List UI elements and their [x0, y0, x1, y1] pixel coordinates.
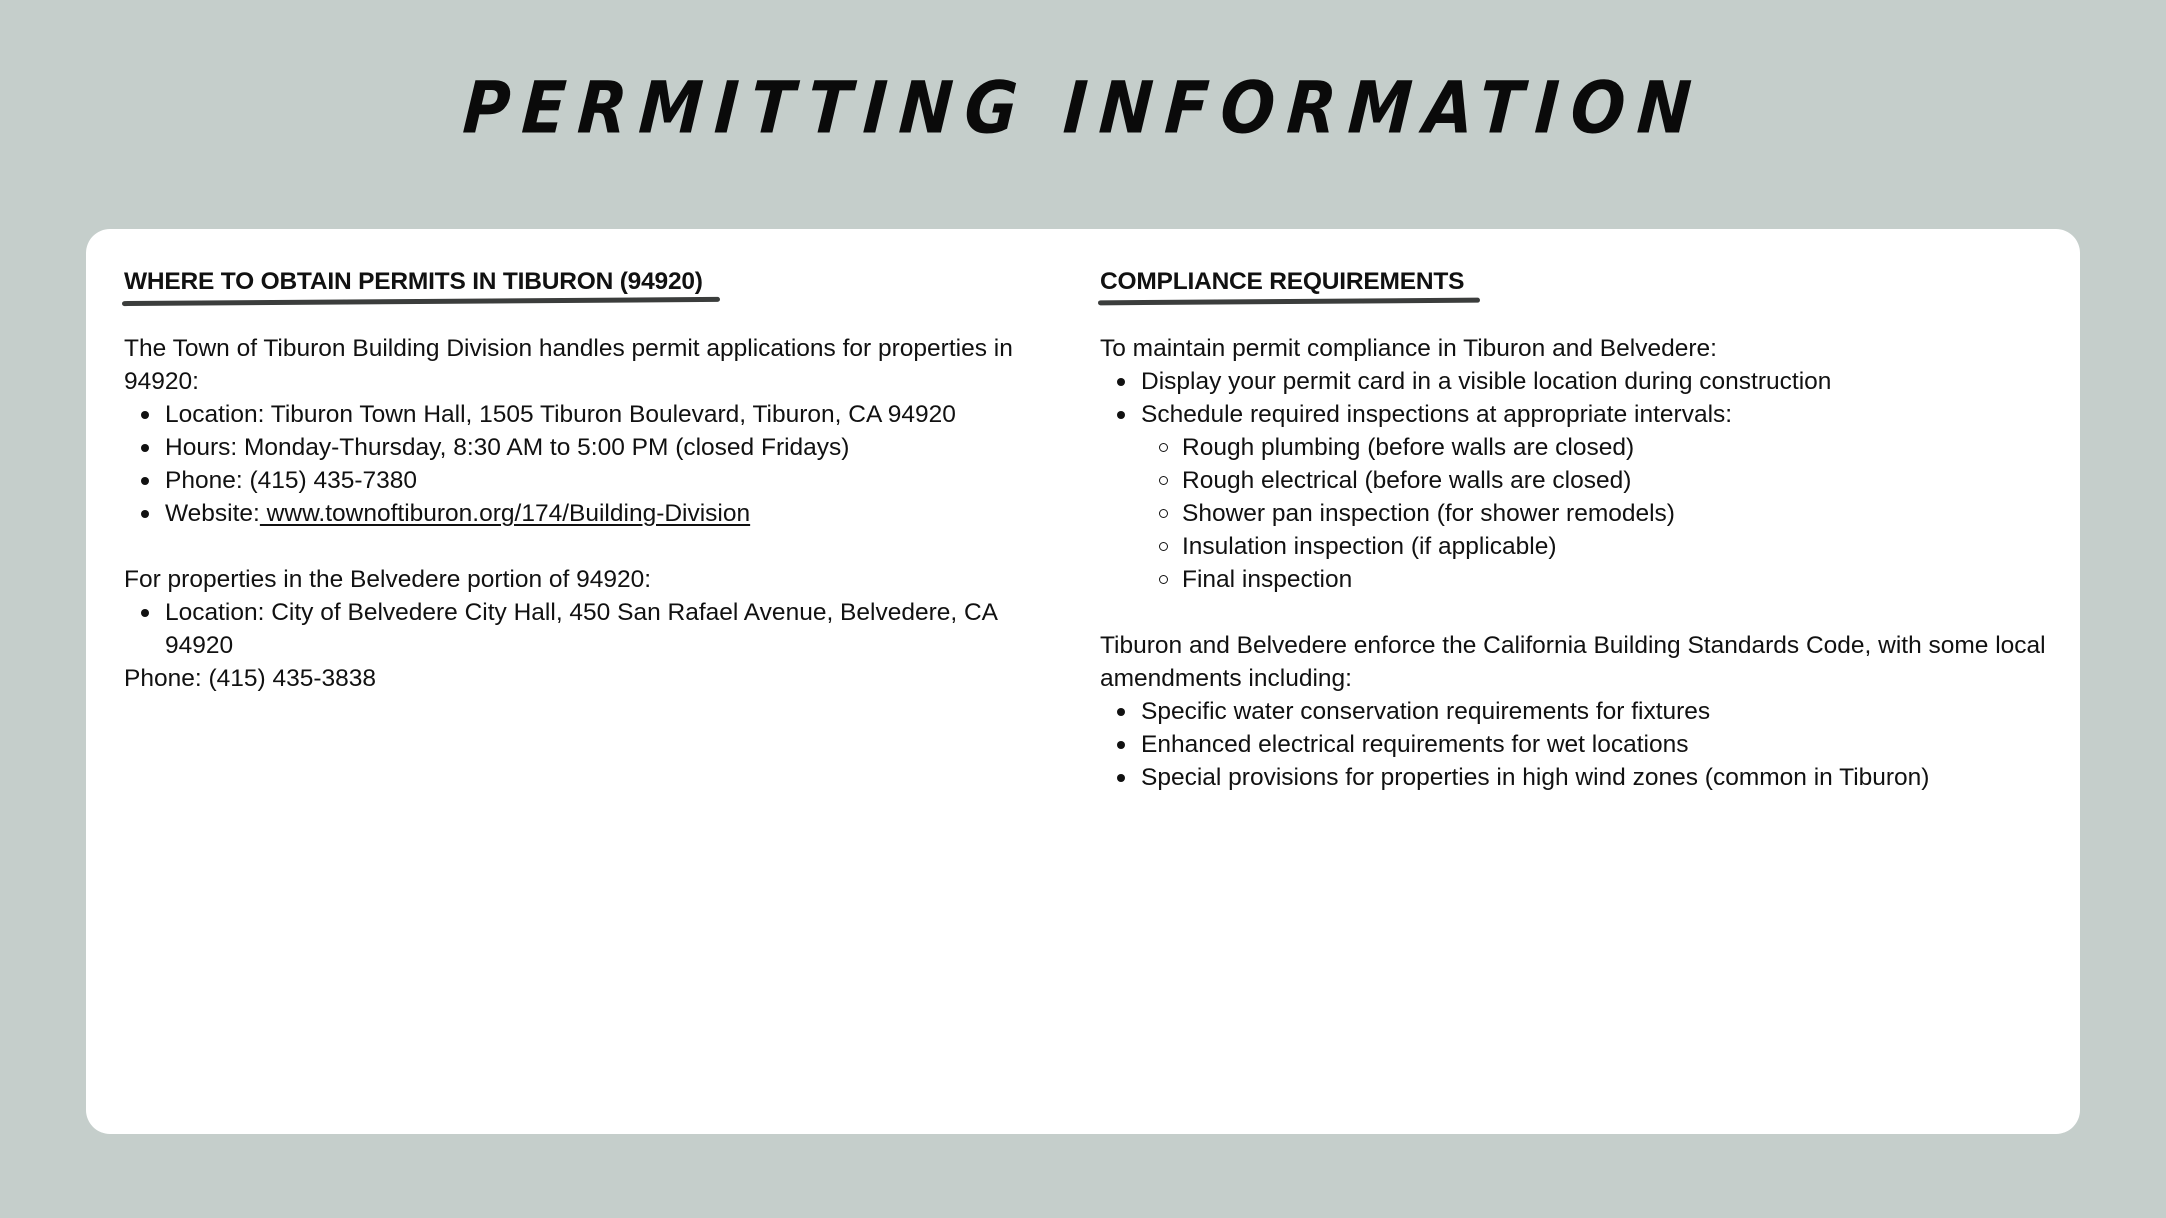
tiburon-intro: The Town of Tiburon Building Division handles permit applications for properties in 94920: [124, 335, 1013, 395]
inspection-item: Rough electrical (before walls are closed) [1100, 464, 2050, 497]
website-label: Website: [165, 500, 260, 527]
belvedere-location: Location: City of Belvedere City Hall, 450 San Rafael Avenue, Belvedere, CA 94920 [124, 596, 1024, 662]
belvedere-phone: Phone: (415) 435-3838 [124, 665, 376, 692]
amendments-list [1100, 695, 2050, 794]
compliance-item-schedule [1100, 398, 2050, 431]
amendment-item: Special provisions for properties in high wind zones (common in Tiburon) [1100, 761, 2050, 794]
permits-column [124, 265, 1024, 695]
tiburon-website [124, 497, 1024, 530]
amendment-item: Specific water conservation requirements for fixtures [1100, 695, 2050, 728]
inspection-item: Shower pan inspection (for shower remodels) [1100, 497, 2050, 530]
compliance-item-display: Display your permit card in a visible location during construction [1100, 365, 2050, 398]
code-intro: Tiburon and Belvedere enforce the California Building Standards Code, with some local amendments including: [1100, 632, 2046, 692]
inspection-item: Insulation inspection (if applicable) [1100, 530, 2050, 563]
inspection-list [1100, 431, 2050, 596]
inspection-item: Rough plumbing (before walls are closed) [1100, 431, 2050, 464]
permits-heading-text: WHERE TO OBTAIN PERMITS IN TIBURON (94920) [124, 268, 703, 295]
amendment-item: Enhanced electrical requirements for wet locations [1100, 728, 2050, 761]
website-link[interactable]: www.townoftiburon.org/174/Building-Division [259, 500, 751, 527]
compliance-column [1100, 265, 2050, 794]
compliance-intro: To maintain permit compliance in Tiburon and Belvedere: [1100, 335, 1717, 362]
inspection-item: Final inspection [1100, 563, 2050, 596]
tiburon-location: Location: Tiburon Town Hall, 1505 Tiburon Boulevard, Tiburon, CA 94920 [124, 398, 1024, 431]
permits-heading [124, 265, 703, 304]
schedule-label: Schedule required inspections at appropriate intervals: [1141, 401, 1733, 428]
heading-underline-marker [122, 297, 720, 306]
tiburon-phone: Phone: (415) 435-7380 [124, 464, 1024, 497]
compliance-heading [1100, 265, 1464, 304]
belvedere-intro: For properties in the Belvedere portion of 94920: [124, 566, 652, 593]
compliance-list [1100, 365, 2050, 431]
tiburon-hours: Hours: Monday-Thursday, 8:30 AM to 5:00 PM (closed Fridays) [124, 431, 1024, 464]
content-card [86, 229, 2080, 1134]
heading-underline-marker [1098, 298, 1480, 306]
page-title: PERMITTING INFORMATION [460, 67, 1706, 151]
compliance-heading-text: COMPLIANCE REQUIREMENTS [1100, 268, 1465, 295]
tiburon-info-list [124, 398, 1024, 530]
belvedere-info-list [124, 596, 1024, 662]
